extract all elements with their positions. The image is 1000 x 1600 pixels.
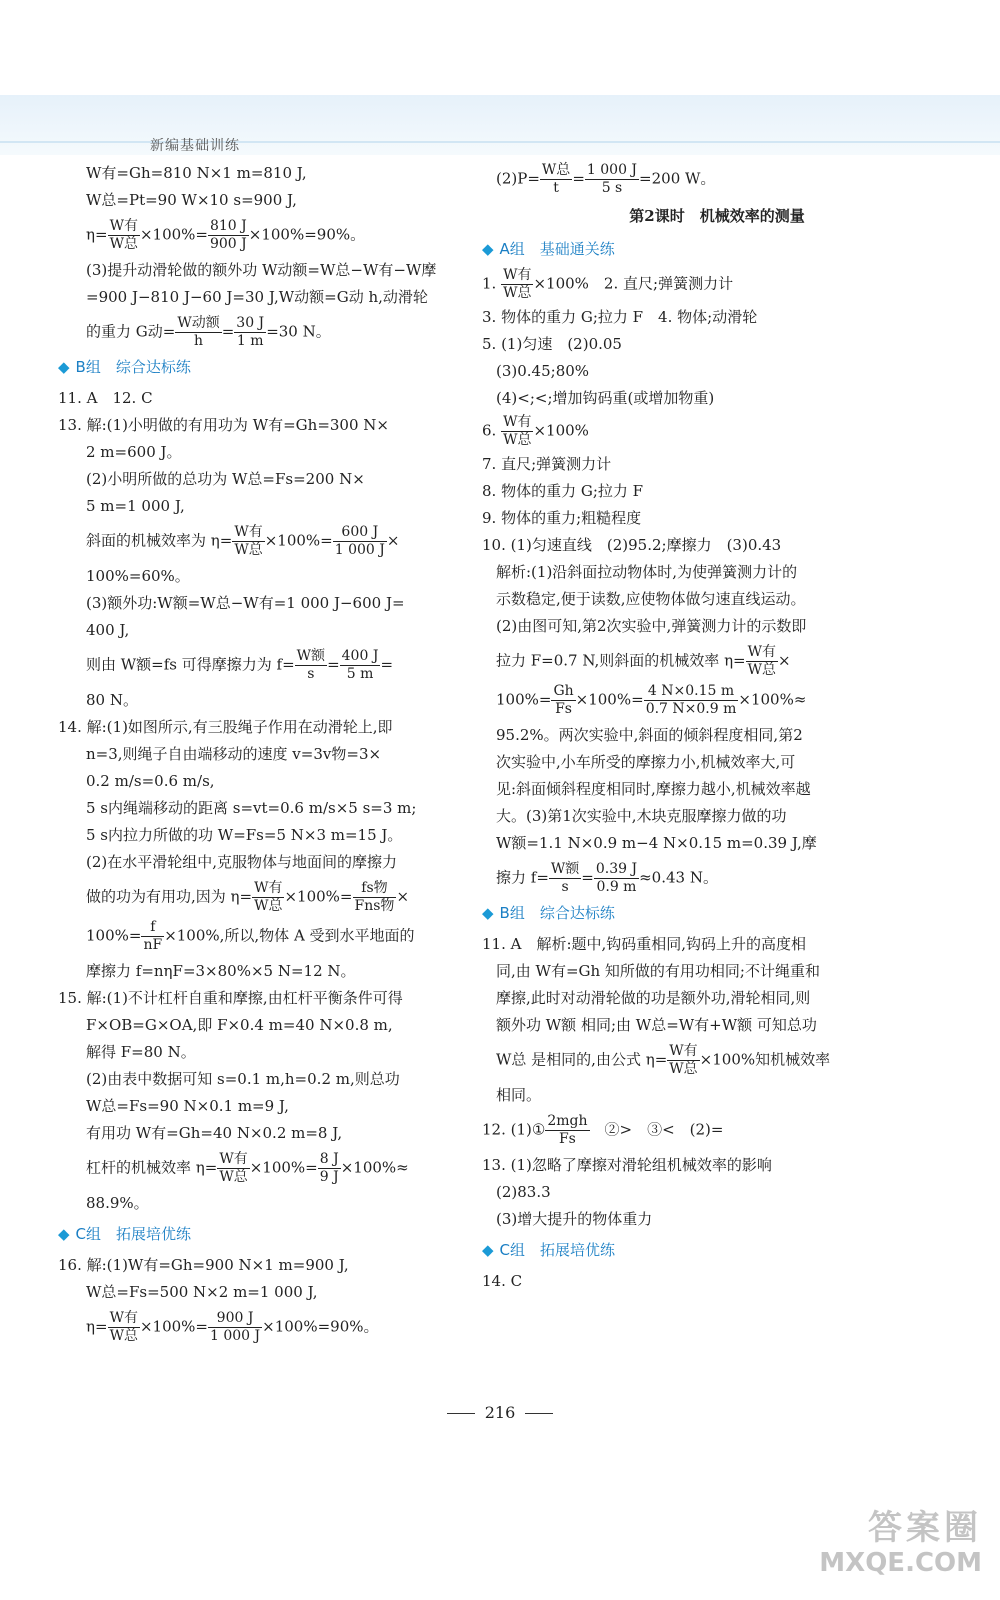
formula-line: (2)P= W总 t = $\frac{1 000 J}{5 s}$ =200 W。 — [496, 162, 716, 196]
text-line: 大。(3)第1次实验中,木块克服摩擦力做的功 — [496, 807, 787, 825]
formula-line: 1. W有 W总 ×100% 2. 直尺;弹簧测力计 — [482, 267, 734, 301]
text-line: 额外功 W额 相同;由 W总=W有+W额 可知总功 — [496, 1016, 817, 1034]
group-heading-b: ◆ B组 综合达标练 — [58, 358, 191, 376]
answer-line: 11. A 解析:题中,钩码重相同,钩码上升的高度相 — [482, 935, 807, 953]
text-line: 100%=60%。 — [86, 567, 190, 585]
answer-line: 13. 解:(1)小明做的有用功为 W有=Gh=300 N× — [58, 416, 389, 434]
text-line: 2 m=600 J。 — [86, 443, 182, 461]
diamond-icon: ◆ — [482, 240, 494, 258]
text-line: 同,由 W有=Gh 知所做的有用功相同;不计绳重和 — [496, 962, 820, 980]
page-number: 216 — [484, 1403, 516, 1422]
group-heading-a: ◆ A组 基础通关练 — [482, 240, 615, 258]
watermark-logo: 答案圈 MXQE.COM — [819, 1508, 982, 1578]
text-line: W总=Pt=90 W×10 s=900 J, — [86, 191, 297, 209]
text-line: 摩擦,此时对动滑轮做的功是额外功,滑轮相同,则 — [496, 989, 811, 1007]
answer-line: 7. 直尺;弹簧测力计 — [482, 455, 612, 473]
text-line: (2)小明所做的总功为 W总=Fs=200 N× — [86, 470, 365, 488]
text-line: 0.2 m/s=0.6 m/s, — [86, 772, 215, 790]
answer-line: 16. 解:(1)W有=Gh=900 N×1 m=900 J, — [58, 1256, 349, 1274]
answer-line: 9. 物体的重力;粗糙程度 — [482, 509, 642, 527]
text-line: =900 J−810 J−60 J=30 J,W动额=G动 h,动滑轮 — [86, 288, 428, 306]
text-line: (2)由表中数据可知 s=0.1 m,h=0.2 m,则总功 — [86, 1070, 400, 1088]
text-line: (3)额外功:W额=W总−W有=1 000 J−600 J= — [86, 594, 405, 612]
answer-line: 8. 物体的重力 G;拉力 F — [482, 482, 644, 500]
formula-line: 12. (1)① 2mgh Fs ②> ③< (2)= — [482, 1113, 724, 1147]
text-line: 80 N。 — [86, 691, 138, 709]
answer-line: 3. 物体的重力 G;拉力 F 4. 物体;动滑轮 — [482, 308, 758, 326]
formula-line: 100%= $\frac{f}{nF}$ ×100%,所以,物体 A 受到水平地面的 — [86, 919, 415, 953]
text-line: 见:斜面倾斜程度相同时,摩擦力越小,机械效率越 — [496, 780, 811, 798]
diamond-icon: ◆ — [58, 1225, 70, 1243]
text-line: F×OB=G×OA,即 F×0.4 m=40 N×0.8 m, — [86, 1016, 393, 1034]
left-column — [58, 160, 473, 1349]
book-brand: 新编基础训练 — [150, 138, 240, 154]
text-line: 次实验中,小车所受的摩擦力小,机械效率大,可 — [496, 753, 796, 771]
answer-line: 5. (1)匀速 (2)0.05 — [482, 335, 622, 353]
answer-line: 10. (1)匀速直线 (2)95.2;摩擦力 (3)0.43 — [482, 536, 782, 554]
text-line: 相同。 — [496, 1086, 542, 1104]
text-line: 5 m=1 000 J, — [86, 497, 185, 515]
text-line: 解析:(1)沿斜面拉动物体时,为使弹簧测力计的 — [496, 563, 798, 581]
page-footer — [0, 1403, 1000, 1422]
formula-line: 6. W有 W总 ×100% — [482, 414, 589, 448]
text-line: 95.2%。两次实验中,斜面的倾斜程度相同,第2 — [496, 726, 803, 744]
group-heading-b-right: ◆ B组 综合达标练 — [482, 904, 615, 922]
answer-line: 14. 解:(1)如图所示,有三股绳子作用在动滑轮上,即 — [58, 718, 393, 736]
text-line: n=3,则绳子自由端移动的速度 v=3v物=3× — [86, 745, 382, 763]
text-line: 摩擦力 f=nηF=3×80%×5 N=12 N。 — [86, 962, 356, 980]
text-line: 5 s内拉力所做的功 W=Fs=5 N×3 m=15 J。 — [86, 826, 403, 844]
text-line: (2)由图可知,第2次实验中,弹簧测力计的示数即 — [496, 617, 807, 635]
diamond-icon: ◆ — [482, 904, 494, 922]
text-line: 解得 F=80 N。 — [86, 1043, 196, 1061]
diamond-icon: ◆ — [58, 358, 70, 376]
text-line: (4)<;<;增加钩码重(或增加物重) — [496, 389, 715, 407]
formula-line: 的重力 G动= W动额 h = $\frac{30 J}{1 m}$ =30 N。 — [86, 315, 331, 349]
text-line: W额=1.1 N×0.9 m−4 N×0.15 m=0.39 J,摩 — [496, 834, 817, 852]
formula-line: 擦力 f= W额 s = $\frac{0.39 J}{0.9 m}$ ≈0.43 N。 — [496, 861, 718, 895]
formula-line: 做的功为有用功,因为 η= W有 W总 ×100%= fs物 Fns物 × — [86, 880, 410, 914]
text-line: 5 s内绳端移动的距离 s=vt=0.6 m/s×5 s=3 m; — [86, 799, 417, 817]
text-line: (2)在水平滑轮组中,克服物体与地面间的摩擦力 — [86, 853, 398, 871]
group-heading-c: ◆ C组 拓展培优练 — [58, 1225, 192, 1243]
text-line: (3)0.45;80% — [496, 362, 590, 380]
lesson-title: 第2课时 机械效率的测量 — [629, 207, 805, 225]
answer-line: 15. 解:(1)不计杠杆自重和摩擦,由杠杆平衡条件可得 — [58, 989, 403, 1007]
text-line: 400 J, — [86, 621, 130, 639]
text-line: W有=Gh=810 N×1 m=810 J, — [86, 164, 307, 182]
diamond-icon: ◆ — [482, 1241, 494, 1259]
text-line: W总=Fs=500 N×2 m=1 000 J, — [86, 1283, 318, 1301]
formula-line: 则由 W额=fs 可得摩擦力为 f= W额 s = $\frac{400 J}{5 m}$ = — [86, 648, 394, 682]
formula-line: 斜面的机械效率为 η= W有 W总 ×100%= $\frac{600 J}{1 000 J}$ × — [86, 524, 400, 558]
formula-line: η= W有 W总 ×100%= $\frac{810 J}{900 J}$ ×100%=90%。 — [86, 218, 366, 252]
text-line: 88.9%。 — [86, 1194, 149, 1212]
text-line: W总=Fs=90 N×0.1 m=9 J, — [86, 1097, 289, 1115]
text-line: 有用功 W有=Gh=40 N×0.2 m=8 J, — [86, 1124, 343, 1142]
group-heading-c-right: ◆ C组 拓展培优练 — [482, 1241, 616, 1259]
text-line: (3)提升动滑轮做的额外功 W动额=W总−W有−W摩 — [86, 261, 437, 279]
right-column — [482, 160, 952, 1295]
answer-line: 13. (1)忽略了摩擦对滑轮组机械效率的影响 — [482, 1156, 772, 1174]
formula-line: 拉力 F=0.7 N,则斜面的机械效率 η= W有 W总 × — [496, 644, 791, 678]
formula-line: 100%= $\frac{Gh}{Fs}$ ×100%= $\frac{4 N\times 0.15 m}{0.7 N\times 0.9 m}$ ×100%≈ — [496, 683, 807, 717]
formula-line: η= W有 W总 ×100%= $\frac{900 J}{1 000 J}$ ×100%=90%。 — [86, 1310, 379, 1344]
text-line: (3)增大提升的物体重力 — [496, 1210, 653, 1228]
formula-line: 杠杆的机械效率 η= W有 W总 ×100%= $\frac{8 J}{9 J}$ ×100%≈ — [86, 1151, 409, 1185]
answer-line: 11. A 12. C — [58, 389, 153, 407]
formula-line: W总 是相同的,由公式 η= W有 W总 ×100%知机械效率 — [496, 1043, 831, 1077]
text-line: (2)83.3 — [496, 1183, 551, 1201]
text-line: 示数稳定,便于读数,应使物体做匀速直线运动。 — [496, 590, 806, 608]
answer-line: 14. C — [482, 1272, 523, 1290]
